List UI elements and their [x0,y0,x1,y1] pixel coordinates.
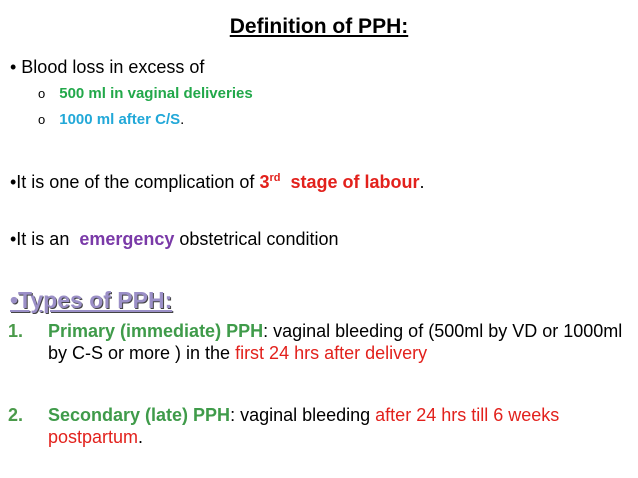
type-text-secondary: : vaginal bleeding [230,405,376,425]
bullet-marker: o [38,112,46,127]
emergency-prefix: •It is an [10,229,80,249]
type-number-primary: 1. [8,321,24,341]
complication-ordinal: 3 [259,172,270,192]
complication-prefix: •It is one of the complication of [10,172,260,192]
type-item-secondary [48,404,608,448]
type-number-secondary: 2. [8,405,24,425]
cs-delivery-amount: 1000 ml after C/S [59,111,181,128]
type-item-primary [48,320,634,364]
complication-highlight: stage of labour [290,172,420,192]
blood-loss-intro: • Blood loss in excess of [10,57,205,77]
type-term-secondary: Secondary (late) PPH [48,405,231,425]
type-suffix-secondary: . [138,427,144,447]
emergency-highlight: emergency [79,229,175,249]
emergency-suffix: obstetrical condition [174,229,339,249]
blood-loss-item-cs [38,110,184,129]
type-term-primary: Primary (immediate) PPH [48,321,264,341]
vaginal-delivery-amount: 500 ml in vaginal deliveries [59,85,253,102]
complication-suffix: . [419,172,425,192]
emergency-statement [10,228,338,250]
type-highlight-primary: first 24 hrs after delivery [235,343,428,363]
bullet-marker: o [38,86,46,101]
complication-ordinal-suffix: rd [269,172,281,184]
types-heading: •Types of PPH: [10,287,173,313]
item-suffix: . [180,111,185,128]
type-text-primary: : vaginal bleeding of (500ml by VD or 1000ml by C-S or more ) in the [48,321,623,363]
blood-loss-item-vaginal [38,84,253,103]
type-highlight-secondary: after 24 hrs till 6 weeks postpartum [48,405,560,447]
complication-statement [10,167,425,193]
slide-title: Definition of PPH: [229,15,409,38]
